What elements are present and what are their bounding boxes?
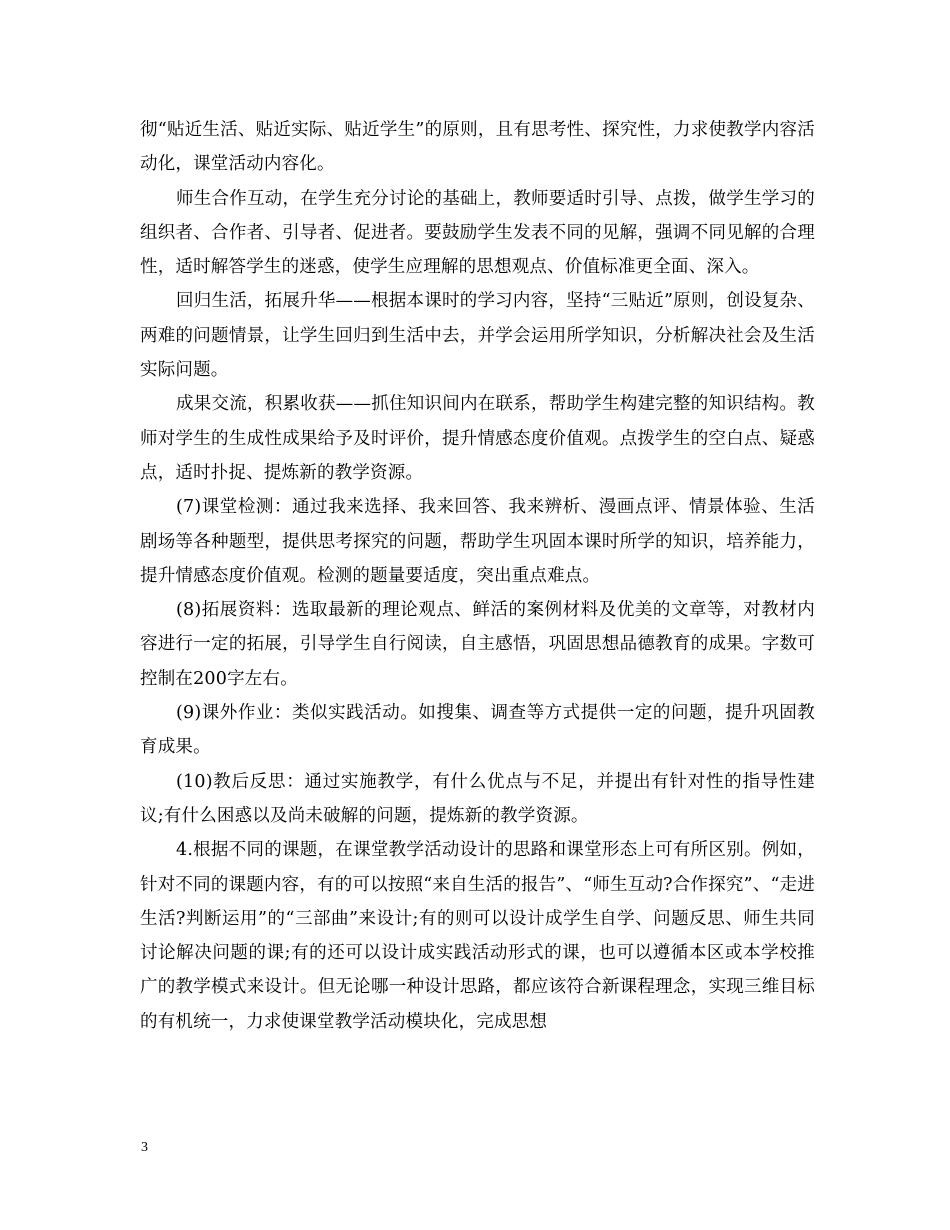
paragraph-6: (8)拓展资料：选取最新的理论观点、鲜活的案例材料及优美的文章等，对教材内容进行一定的拓展，引导学生自行阅读，自主感悟，巩固思想品德教育的成果。字数可控制在200字左右。 (140, 600, 815, 689)
paragraph-5: (7)课堂检测：通过我来选择、我来回答、我来辨析、漫画点评、情景体验、生活剧场等各种题型，提供思考探究的问题，帮助学生巩固本课时所学的知识，培养能力，提升情感态度价值观。检测的题量要适度，突出重点难点。 (140, 497, 815, 586)
paragraph-4: 成果交流，积累收获——抓住知识间内在联系，帮助学生构建完整的知识结构。教师对学生的生成性成果给予及时评价，提升情感态度价值观。点拨学生的空白点、疑惑点，适时扑捉、提炼新的教学资源。 (140, 394, 815, 483)
paragraph-1: 彻“贴近生活、贴近实际、贴近学生”的原则，且有思考性、探究性，力求使教学内容活动化，课堂活动内容化。 (140, 120, 815, 175)
paragraph-8: (10)教后反思：通过实施教学，有什么优点与不足，并提出有针对性的指导性建议;有什么困惑以及尚未破解的问题，提炼新的教学资源。 (140, 771, 815, 826)
document-body (140, 113, 815, 1039)
paragraph-9: 4.根据不同的课题，在课堂教学活动设计的思路和课堂形态上可有所区别。例如，针对不同的课题内容，有的可以按照“来自生活的报告”、“师生互动?合作探究”、“走进生活?判断运用”的“三部曲”来设计;有的则可以设计成学生自学、问题反思、师生共同讨论解决问题的课;有的还可以设计成实践活动形式的课，也可以遵循本区或本学校推广的教学模式来设计。但无论哪一种设计思路，都应该符合新课程理念，实现三维目标的有机统一，力求使课堂教学活动模块化，完成思想 (140, 840, 815, 1032)
paragraph-3: 回归生活，拓展升华——根据本课时的学习内容，坚持“三贴近”原则，创设复杂、两难的问题情景，让学生回归到生活中去，并学会运用所学知识，分析解决社会及生活实际问题。 (140, 291, 815, 381)
page-number: 3 (141, 1140, 148, 1155)
paragraph-2: 师生合作互动，在学生充分讨论的基础上，教师要适时引导、点拨，做学生学习的组织者、合作者、引导者、促进者。要鼓励学生发表不同的见解，强调不同见解的合理性，适时解答学生的迷惑，使学生应理解的思想观点、价值标准更全面、深入。 (140, 188, 815, 278)
paragraph-7: (9)课外作业：类似实践活动。如搜集、调查等方式提供一定的问题，提升巩固教育成果。 (140, 703, 815, 758)
